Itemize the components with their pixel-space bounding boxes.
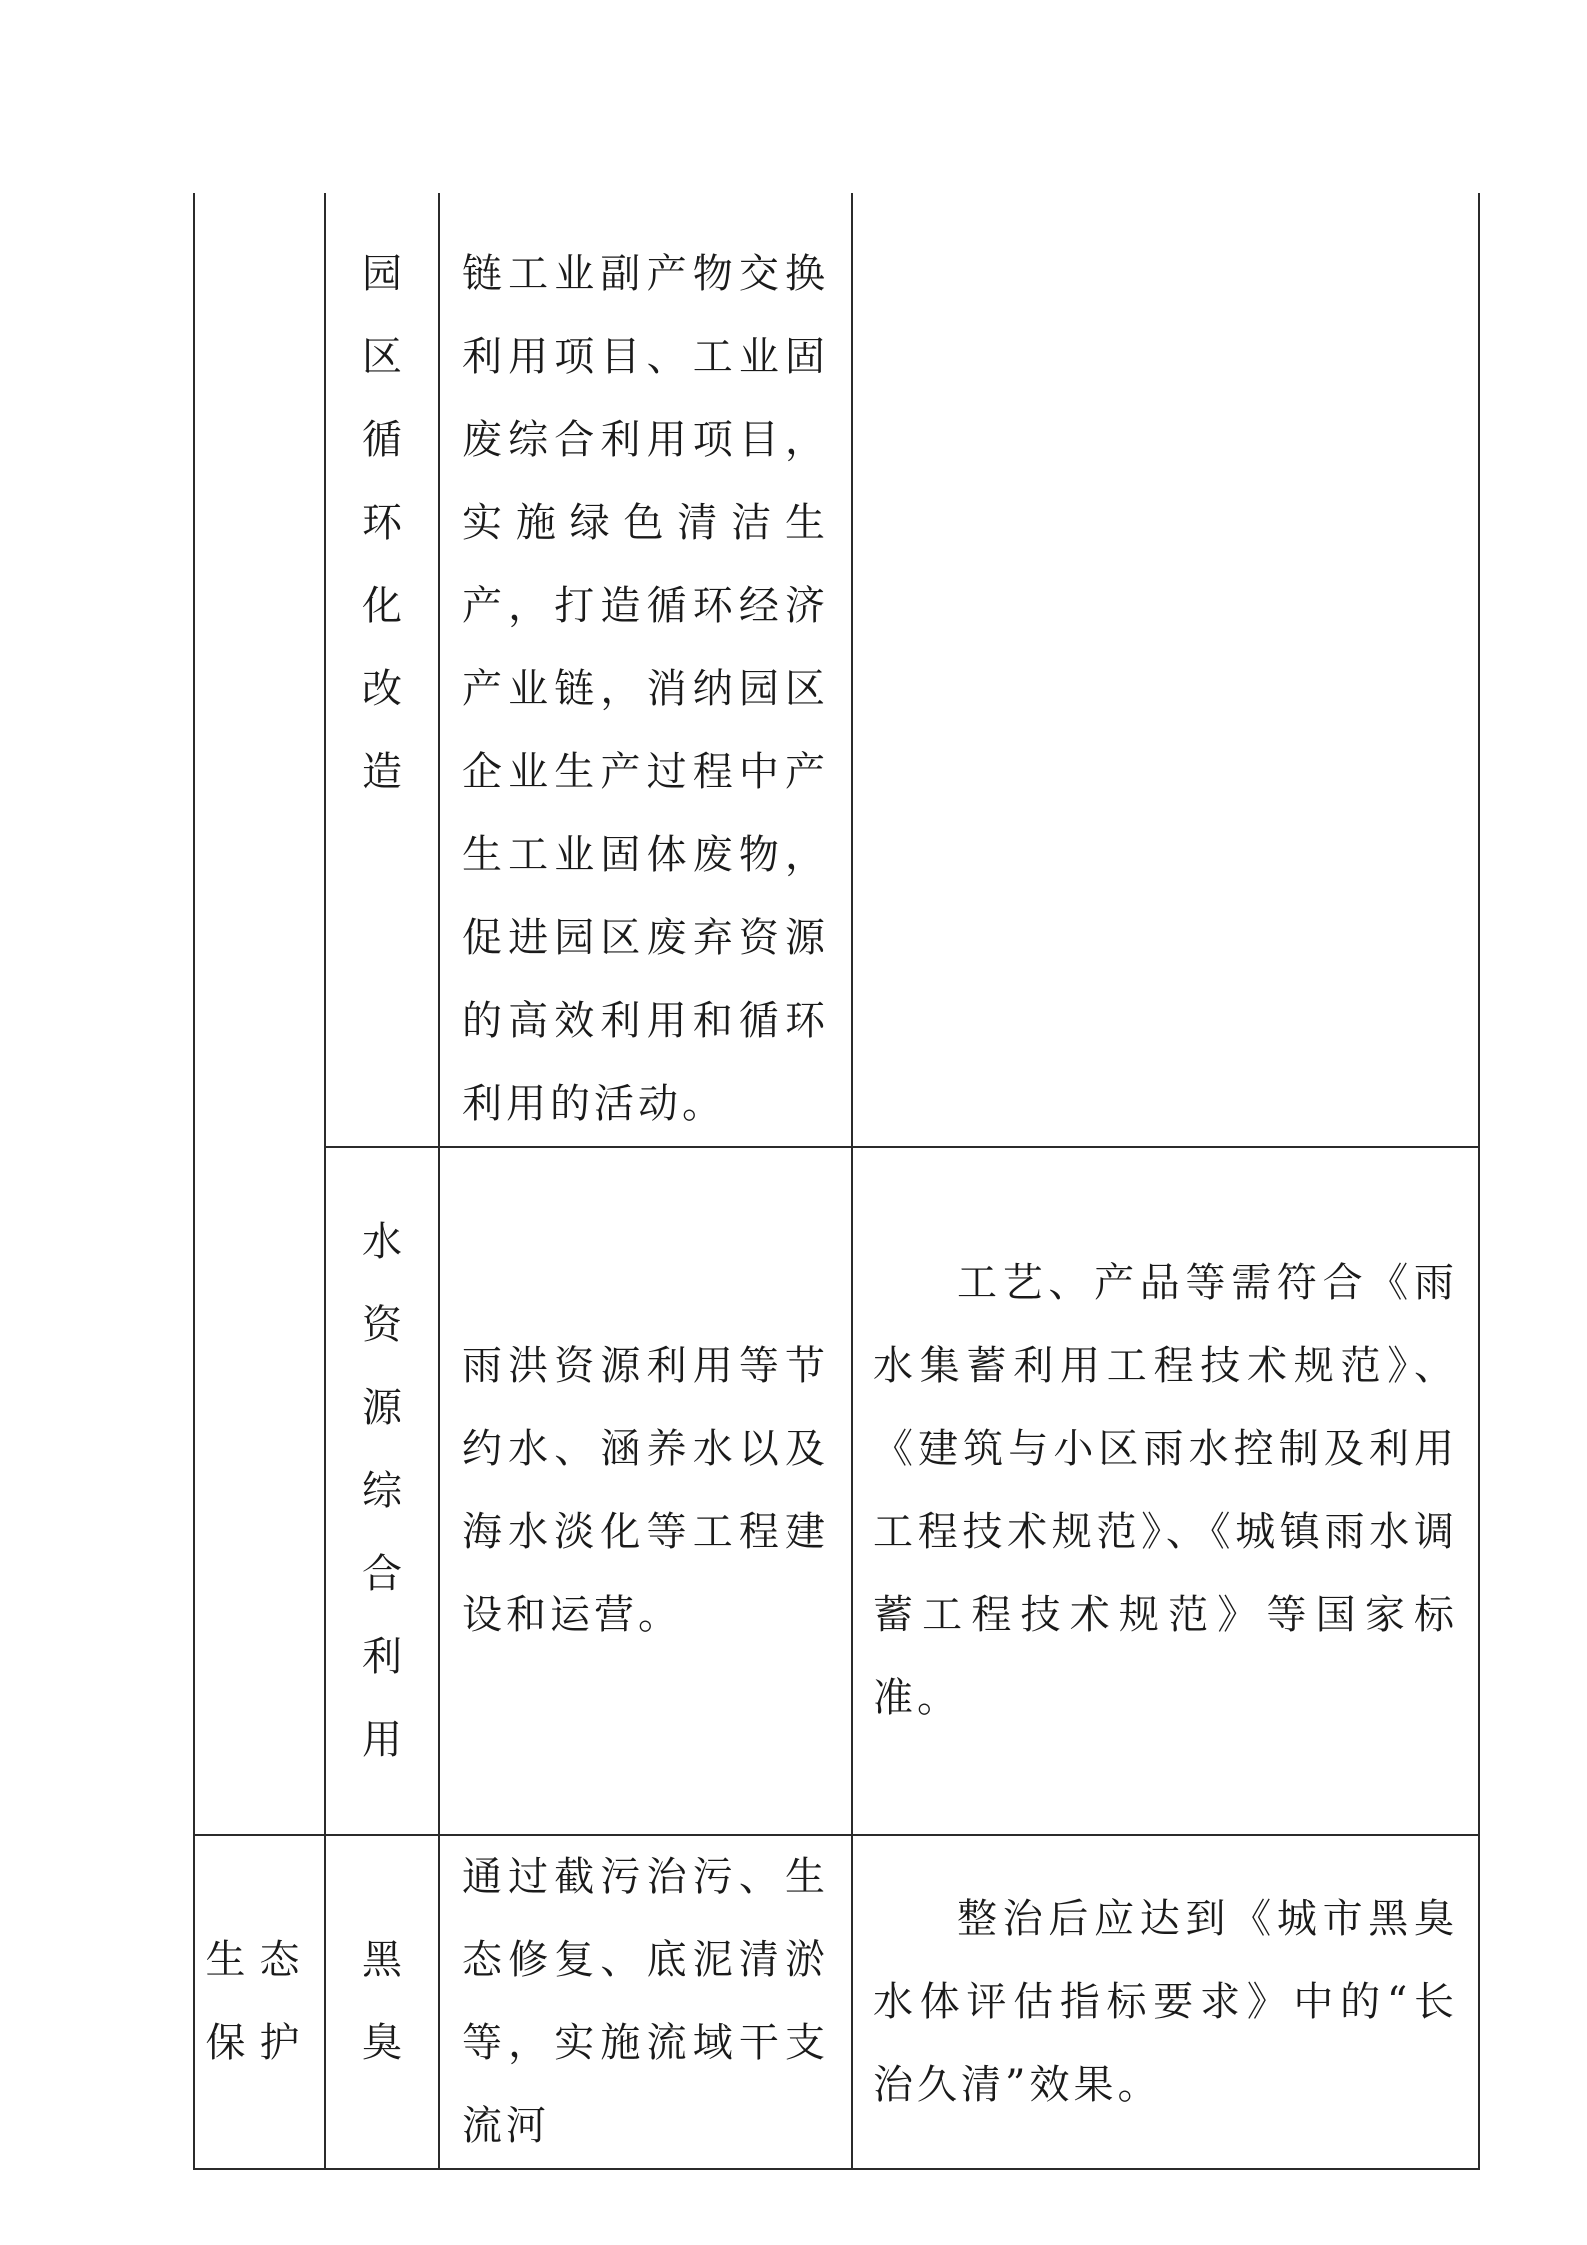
table-row [194,1147,1479,1835]
standards-table [193,193,1480,2170]
item-name-char: 资 [362,1301,402,1348]
standard-text: 工艺、产品等需符合《雨水集蓄利用工程技术规范》、《建筑与小区雨水控制及利用工程技术规范》、《城镇雨水调蓄工程技术规范》等国家标准。 [873,1260,1458,1721]
description-cell [439,193,852,1147]
item-name-char: 源 [362,1384,402,1431]
description-text: 链工业副产物交换利用项目、工业固废综合利用项目，实施绿色清洁生产，打造循环经济产业链，消纳园区企业生产过程中产生工业固体废物，促进园区废弃资源的高效利用和循环利用的活动。 [462,251,829,1127]
item-name-char: 水 [362,1218,402,1265]
standard-cell [852,193,1479,1147]
category-cell [194,193,325,1835]
table-row [194,1835,1479,2169]
item-name-char: 环 [362,500,402,546]
item-name-char: 合 [362,1550,402,1597]
item-name-char: 造 [362,749,402,795]
item-name-char: 改 [362,666,402,712]
item-name-cell [325,1147,439,1835]
item-name-char: 臭 [362,2020,402,2066]
category-text: 生态 [205,1937,314,1983]
table-row [194,193,1479,1147]
description-text: 通过截污治污、生态修复、底泥清淤等，实施流域干支流河 [462,1854,829,2149]
standard-text: 整治后应达到《城市黑臭水体评估指标要求》中的“长治久清”效果。 [873,1895,1458,2108]
item-name-char: 区 [362,334,402,380]
description-cell [439,1147,852,1835]
item-name-char: 综 [362,1467,402,1514]
item-name-cell [325,1835,439,2169]
item-name-char: 利 [362,1633,402,1680]
item-name-char: 化 [362,583,402,629]
category-text: 保护 [205,2020,314,2066]
description-text: 雨洪资源利用等节约水、涵养水以及海水淡化等工程建设和运营。 [462,1343,829,1638]
category-cell [194,1835,325,2169]
standard-cell [852,1835,1479,2169]
item-name-char: 园 [362,251,402,297]
item-name-char: 循 [362,417,402,463]
item-name-char: 黑 [362,1937,402,1983]
description-cell [439,1835,852,2169]
item-name-char: 用 [362,1716,402,1763]
item-name-cell [325,193,439,1147]
standard-cell [852,1147,1479,1835]
